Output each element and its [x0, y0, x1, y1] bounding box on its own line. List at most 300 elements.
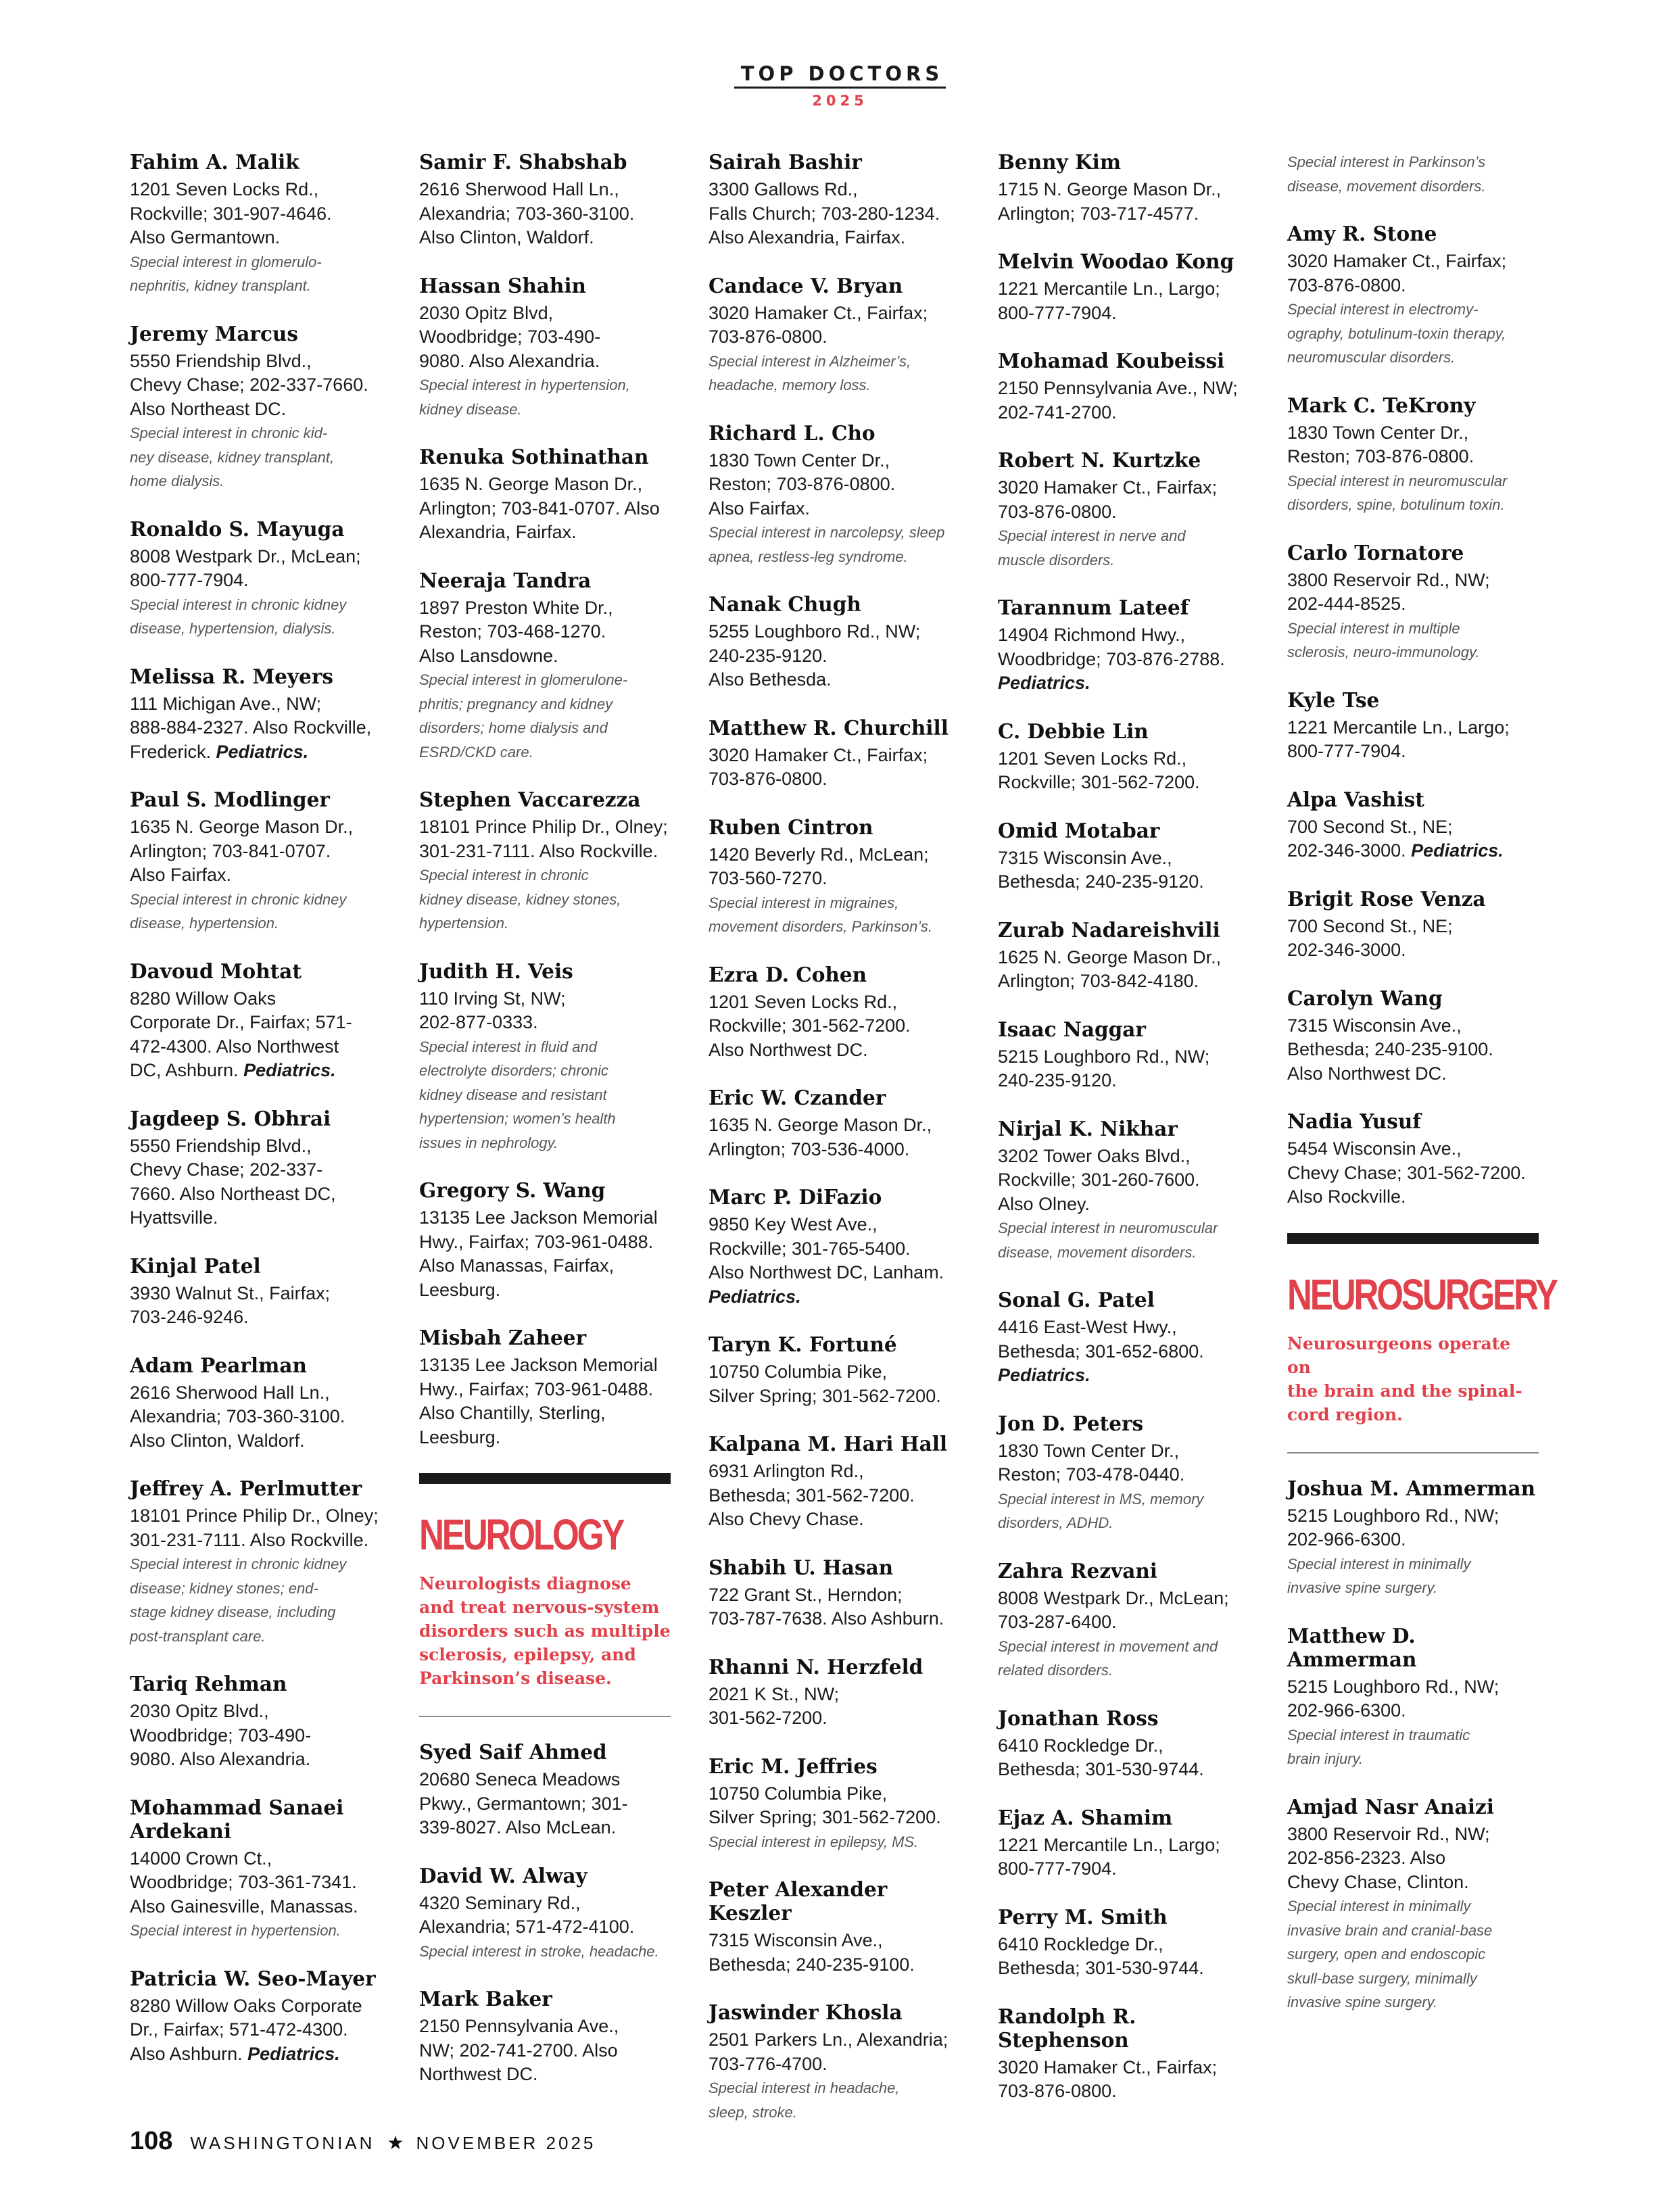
doctor-entry — [998, 249, 1249, 325]
doctor-name: Neeraja Tandra — [419, 568, 592, 592]
doctor-address — [998, 1587, 1249, 1635]
address-line: Chevy Chase, Clinton. — [1287, 1871, 1469, 1892]
address-line: Bethesda; 240-235-9120. — [998, 871, 1204, 892]
note-line: invasive spine surgery. — [1287, 1579, 1438, 1596]
address-line: Falls Church; 703-280-1234. — [709, 203, 940, 224]
doctor-name: Mohamad Koubeissi — [998, 349, 1225, 372]
address-line: 240-235-9120. — [709, 645, 827, 666]
doctor-name: Jonathan Ross — [998, 1706, 1159, 1730]
special-interest-note — [998, 1487, 1249, 1535]
note-line: Special interest in fluid and — [419, 1038, 597, 1055]
address-line: Also Northwest DC. — [709, 1039, 868, 1060]
address-line: 1830 Town Center Dr., — [1287, 422, 1469, 443]
address-line: Chevy Chase; 202-337- — [130, 1159, 323, 1180]
address-line — [998, 1364, 1249, 1388]
magazine-name: WASHINGTONIAN — [190, 2133, 375, 2153]
doctor-entry — [130, 1796, 381, 1943]
address-line: 3020 Hamaker Ct., Fairfax; — [709, 302, 928, 323]
section-description — [1287, 1332, 1539, 1426]
address-line: 6410 Rockledge Dr., — [998, 1735, 1163, 1756]
special-interest-note — [998, 524, 1249, 572]
doctor-address — [709, 1213, 960, 1309]
doctor-entry — [1287, 1109, 1539, 1209]
doctor-address — [709, 1113, 960, 1161]
note-line: Special interest in stroke, headache. — [419, 1942, 659, 1960]
address-line: 703-876-0800. — [709, 769, 827, 789]
address-line — [1287, 839, 1539, 863]
doctor-entry — [419, 569, 671, 765]
specialty-section — [419, 1473, 671, 1717]
address-line: Also Fairfax. — [130, 865, 232, 885]
doctor-name: Ronaldo S. Mayuga — [130, 516, 345, 541]
note-line: Special interest in chronic kidney — [130, 596, 347, 613]
doctor-name: Eric W. Czander — [709, 1086, 886, 1109]
address-line: 888-884-2327. Also Rockville, — [130, 717, 372, 738]
note-line: issues in nephrology. — [419, 1134, 558, 1151]
doctor-address — [709, 1460, 960, 1532]
section-description — [419, 1572, 671, 1690]
note-line: Special interest in MS, memory — [998, 1490, 1204, 1508]
doctor-address — [1287, 569, 1539, 617]
doctor-entry — [130, 959, 381, 1083]
note-line: neuromuscular disorders. — [1287, 349, 1456, 366]
note-line: Special interest in epilepsy, MS. — [709, 1833, 919, 1850]
doctor-address — [419, 2015, 671, 2087]
doctor-address — [709, 1360, 960, 1408]
pediatrics-tag: Pediatrics. — [243, 1060, 336, 1080]
doctor-entry — [998, 596, 1249, 696]
address-line: Also Chevy Chase. — [709, 1509, 864, 1529]
doctor-entry — [1287, 986, 1539, 1086]
note-line: Special interest in narcolepsy, sleep — [709, 524, 945, 541]
address-line: 6410 Rockledge Dr., — [998, 1933, 1163, 1954]
note-line: Special interest in headache, — [709, 2079, 900, 2096]
doctor-entry — [130, 1476, 381, 1648]
doctor-entry — [419, 1178, 671, 1302]
doctor-name: Amjad Nasr Anaizi — [1287, 1794, 1494, 1819]
doctor-address — [709, 178, 960, 250]
special-interest-note — [419, 1035, 671, 1155]
address-line: 1201 Seven Locks Rd., — [998, 748, 1187, 769]
address-line: 3020 Hamaker Ct., Fairfax; — [709, 744, 928, 765]
address-line: 10750 Columbia Pike, — [709, 1783, 888, 1804]
doctor-entry — [709, 1332, 960, 1408]
doctor-address — [419, 178, 671, 250]
address-text: Also Ashburn. — [130, 2043, 248, 2064]
address-line: 2150 Pennsylvania Ave., NW; — [998, 378, 1238, 398]
doctor-entry — [419, 150, 671, 250]
section-title: NEUROSURGERY — [1287, 1270, 1556, 1319]
special-interest-note — [1287, 617, 1539, 665]
address-line: Hyattsville. — [130, 1207, 218, 1228]
address-line: Rockville; 301-765-5400. — [709, 1238, 911, 1259]
doctor-entry — [998, 1706, 1249, 1782]
header-title: TOP DOCTORS — [734, 62, 946, 89]
address-line: 5215 Loughboro Rd., NW; — [1287, 1505, 1499, 1526]
special-interest-note — [1287, 297, 1539, 370]
section-description-line: the brain and the spinal- — [1287, 1380, 1522, 1401]
doctor-address — [709, 843, 960, 891]
address-line: Bethesda; 301-530-9744. — [998, 1759, 1204, 1779]
address-text: DC, Ashburn. — [130, 1060, 244, 1080]
doctor-name: Renuka Sothinathan — [419, 445, 649, 468]
address-text: 202-346-3000. — [1287, 840, 1412, 861]
note-line: apnea, restless-leg syndrome. — [709, 548, 908, 565]
note-line: Special interest in traumatic — [1287, 1726, 1470, 1744]
address-line: Arlington; 703-841-0707. — [130, 840, 331, 861]
doctor-address — [998, 1316, 1249, 1388]
note-line: post-transplant care. — [130, 1627, 266, 1645]
doctor-entry — [709, 592, 960, 692]
note-line: disease, movement disorders. — [1287, 177, 1486, 195]
doctor-name: Melissa R. Meyers — [130, 664, 333, 688]
doctor-address — [130, 350, 381, 422]
doctor-name: Nanak Chugh — [709, 592, 861, 616]
address-line: 5550 Friendship Blvd., — [130, 350, 312, 371]
note-line: Special interest in hypertension, — [419, 377, 630, 393]
address-line: 8280 Willow Oaks Corporate — [130, 1995, 362, 2016]
doctor-entry — [709, 1432, 960, 1532]
address-line: 800-777-7904. — [998, 302, 1117, 323]
address-line: 800-777-7904. — [1287, 741, 1406, 761]
doctor-entry — [709, 1185, 960, 1309]
address-line: Alexandria; 703-360-3100. — [130, 1406, 345, 1426]
address-line: 3020 Hamaker Ct., Fairfax; — [1287, 251, 1507, 271]
address-line: 5215 Loughboro Rd., NW; — [1287, 1676, 1499, 1697]
doctor-name: Misbah Zaheer — [419, 1326, 587, 1349]
doctor-name: Matthew D. Ammerman — [1287, 1623, 1417, 1671]
address-line: Also Gainesville, Manassas. — [130, 1896, 358, 1917]
doctor-name: Hassan Shahin — [419, 273, 587, 297]
column-4 — [998, 150, 1249, 2127]
special-interest-note — [1287, 469, 1539, 517]
note-line: Special interest in minimally — [1287, 1898, 1471, 1915]
address-line: Alexandria; 571-472-4100. — [419, 1917, 635, 1937]
doctor-entry — [998, 1806, 1249, 1881]
doctor-entry — [709, 815, 960, 939]
doctor-name: Nadia Yusuf — [1287, 1109, 1421, 1133]
address-line: Also Fairfax. — [709, 498, 811, 519]
doctor-address — [998, 1045, 1249, 1093]
note-line: Special interest in minimally — [1287, 1555, 1471, 1572]
address-line: 2030 Opitz Blvd., — [130, 1701, 269, 1721]
address-line: 1830 Town Center Dr., — [709, 450, 890, 471]
doctor-name: Carlo Tornatore — [1287, 540, 1464, 564]
address-line: 3800 Reservoir Rd., NW; — [1287, 1823, 1490, 1844]
doctor-entry — [709, 2000, 960, 2124]
doctor-entry — [709, 274, 960, 398]
section-title: NEUROLOGY — [419, 1510, 623, 1559]
doctor-name: Randolph R. Stephenson — [998, 2004, 1136, 2052]
doctor-address — [709, 1683, 960, 1731]
note-line: movement disorders, Parkinson’s. — [709, 918, 932, 935]
address-line: Corporate Dr., Fairfax; 571- — [130, 1012, 352, 1032]
address-line — [709, 1285, 960, 1309]
page-footer — [130, 2127, 596, 2156]
note-line: Special interest in chronic kidney — [130, 890, 347, 908]
note-line: ESRD/CKD care. — [419, 743, 533, 761]
address-line: Alexandria; 703-360-3100. — [419, 203, 635, 224]
doctor-name: Peter Alexander Keszler — [709, 1877, 888, 1925]
doctor-entry — [130, 517, 381, 641]
address-line: Also Bethesda. — [709, 669, 832, 690]
note-line: kidney disease. — [419, 400, 522, 418]
special-interest-note — [1287, 1723, 1539, 1771]
doctor-address — [998, 1734, 1249, 1782]
doctor-entry — [998, 1905, 1249, 1981]
address-line: Silver Spring; 301-562-7200. — [709, 1807, 941, 1827]
doctor-name: Robert N. Kurtzke — [998, 448, 1201, 472]
doctor-address — [130, 1700, 381, 1772]
special-interest-note — [419, 863, 671, 936]
address-line: Also Manassas, Fairfax, — [419, 1255, 615, 1276]
doctor-address — [1287, 1014, 1539, 1086]
doctor-name: Davoud Mohtat — [130, 959, 302, 983]
address-line: 8280 Willow Oaks — [130, 988, 277, 1009]
address-line: 4416 East-West Hwy., — [998, 1317, 1177, 1337]
doctor-entry — [998, 1288, 1249, 1388]
doctor-entry — [419, 1864, 671, 1964]
doctor-name: Nirjal K. Nikhar — [998, 1116, 1178, 1140]
doctor-name: Mohammad Sanaei Ardekani — [130, 1795, 344, 1843]
doctor-address — [419, 1206, 671, 1302]
address-line: 703-876-0800. — [709, 327, 827, 347]
address-line: 1221 Mercantile Ln., Largo; — [1287, 717, 1510, 738]
doctor-entry — [419, 1326, 671, 1449]
address-line: Also Rockville. — [1287, 1186, 1406, 1207]
address-line: Hwy., Fairfax; 703-961-0488. — [419, 1378, 654, 1399]
address-line: 703-876-0800. — [998, 501, 1117, 522]
note-line: Special interest in glomerulone- — [419, 671, 628, 688]
note-line: phritis; pregnancy and kidney — [419, 695, 613, 713]
address-line: Also Northwest DC. — [1287, 1063, 1447, 1084]
address-line: 1625 N. George Mason Dr., — [998, 946, 1222, 967]
doctor-name: Perry M. Smith — [998, 1904, 1168, 1929]
address-line: 9080. Also Alexandria. — [419, 350, 600, 371]
doctor-address — [419, 302, 671, 374]
address-line: Arlington; 703-536-4000. — [709, 1138, 910, 1159]
address-line: Hwy., Fairfax; 703-961-0488. — [419, 1231, 654, 1252]
pediatrics-tag: Pediatrics. — [247, 2043, 340, 2064]
doctor-address — [419, 1768, 671, 1840]
address-line: Alexandria, Fairfax. — [419, 522, 577, 542]
address-line: Also Alexandria, Fairfax. — [709, 227, 906, 247]
pediatrics-tag: Pediatrics. — [998, 673, 1090, 693]
doctor-address — [998, 377, 1249, 425]
note-line: Special interest in multiple — [1287, 619, 1460, 637]
address-line: 7315 Wisconsin Ave., — [998, 847, 1172, 868]
address-line: 9080. Also Alexandria. — [130, 1749, 311, 1769]
note-line: Special interest in Parkinson’s — [1287, 153, 1486, 170]
address-line: 800-777-7904. — [998, 1858, 1117, 1879]
note-line: Special interest in chronic kidney — [130, 1556, 347, 1572]
pediatrics-tag: Pediatrics. — [216, 741, 309, 762]
note-line: Special interest in Alzheimer’s, — [709, 352, 911, 370]
address-line: 2021 K St., NW; — [709, 1683, 840, 1704]
address-line — [130, 1059, 381, 1083]
doctor-address — [998, 1439, 1249, 1487]
doctor-address — [709, 1583, 960, 1631]
doctor-address — [419, 815, 671, 863]
address-line: NW; 202-741-2700. Also — [419, 2040, 618, 2061]
doctor-address — [1287, 1675, 1539, 1723]
special-interest-note — [709, 350, 960, 398]
address-line: Woodbridge; 703-490- — [419, 327, 601, 347]
doctor-name: Eric M. Jeffries — [709, 1754, 878, 1778]
address-line: 1221 Mercantile Ln., Largo; — [998, 279, 1220, 299]
doctor-name: Tariq Rehman — [130, 1672, 287, 1696]
address-line: 202-856-2323. Also — [1287, 1848, 1446, 1868]
special-interest-note — [130, 421, 381, 494]
doctor-name: Mark C. TeKrony — [1287, 393, 1476, 417]
doctor-address — [130, 1847, 381, 1919]
address-line: 800-777-7904. — [130, 570, 249, 590]
doctor-address — [130, 1134, 381, 1230]
doctor-name: Matthew R. Churchill — [709, 715, 949, 740]
doctor-address — [998, 747, 1249, 795]
note-line: surgery, open and endoscopic — [1287, 1946, 1486, 1963]
address-line — [130, 740, 381, 765]
special-interest-note — [419, 373, 671, 421]
note-line: Special interest in nerve and — [998, 527, 1186, 544]
note-line: ney disease, kidney transplant, — [130, 448, 335, 466]
doctor-name: Jagdeep S. Obhrai — [130, 1106, 331, 1130]
address-line: 5255 Loughboro Rd., NW; — [709, 621, 921, 642]
address-line: 8008 Westpark Dr., McLean; — [998, 1587, 1229, 1608]
address-line: Arlington; 703-842-4180. — [998, 971, 1199, 991]
doctor-address — [998, 178, 1249, 226]
address-line: Chevy Chase; 301-562-7200. — [1287, 1162, 1526, 1183]
note-line: muscle disorders. — [998, 551, 1115, 569]
doctor-entry — [998, 918, 1249, 994]
address-line: 14000 Crown Ct., — [130, 1848, 272, 1869]
column-1 — [130, 150, 381, 2090]
doctor-entry — [709, 1655, 960, 1731]
address-line: Reston; 703-876-0800. — [1287, 446, 1474, 466]
doctor-name: Taryn K. Fortuné — [709, 1332, 897, 1356]
address-line: 13135 Lee Jackson Memorial — [419, 1355, 658, 1375]
doctor-name: Patricia W. Seo-Mayer — [130, 1966, 376, 1990]
page-header — [0, 62, 1680, 109]
doctor-address — [998, 2056, 1249, 2104]
doctor-address — [419, 1892, 671, 1940]
doctor-entry — [998, 1559, 1249, 1683]
address-line: 700 Second St., NE; — [1287, 915, 1453, 936]
note-line: kidney disease and resistant — [419, 1086, 607, 1103]
column-5 — [1287, 150, 1556, 2038]
address-line: 1221 Mercantile Ln., Largo; — [998, 1834, 1220, 1855]
doctor-entry — [1287, 788, 1539, 863]
address-line: 9850 Key West Ave., — [709, 1214, 878, 1234]
special-interest-note — [709, 521, 960, 569]
address-line: 13135 Lee Jackson Memorial — [419, 1207, 658, 1228]
note-line: hypertension; women’s health — [419, 1110, 616, 1127]
note-line: hypertension. — [419, 915, 509, 932]
special-interest-note — [709, 2076, 960, 2124]
continued-note — [1287, 150, 1539, 198]
address-line: 7315 Wisconsin Ave., — [709, 1930, 883, 1950]
note-line: sclerosis, neuro-immunology. — [1287, 644, 1480, 660]
address-line: 7315 Wisconsin Ave., — [1287, 1015, 1462, 1036]
note-line: Special interest in glomerulo- — [130, 253, 322, 270]
pediatrics-tag: Pediatrics. — [1411, 840, 1504, 861]
address-line: Bethesda; 301-530-9744. — [998, 1958, 1204, 1978]
pediatrics-tag: Pediatrics. — [709, 1286, 801, 1307]
special-interest-note — [709, 1830, 960, 1854]
doctor-name: Brigit Rose Venza — [1287, 886, 1486, 911]
doctor-entry — [709, 1086, 960, 1161]
doctor-name: Zahra Rezvani — [998, 1558, 1157, 1583]
doctor-name: Benny Kim — [998, 150, 1122, 174]
note-line: Special interest in electromy- — [1287, 301, 1479, 318]
doctor-name: Joshua M. Ammerman — [1287, 1476, 1536, 1500]
doctor-address — [709, 2028, 960, 2076]
doctor-name: Sonal G. Patel — [998, 1288, 1155, 1312]
note-line: nephritis, kidney transplant. — [130, 277, 311, 294]
doctor-entry — [419, 788, 671, 936]
address-line: Northwest DC. — [419, 2064, 538, 2084]
specialty-section — [1287, 1233, 1556, 1453]
address-line: Bethesda; 240-235-9100. — [1287, 1039, 1493, 1059]
note-line: stage kidney disease, including — [130, 1604, 336, 1620]
doctor-address — [998, 1933, 1249, 1981]
address-line: Silver Spring; 301-562-7200. — [709, 1385, 941, 1406]
address-line — [130, 2042, 381, 2067]
doctor-entry — [1287, 1795, 1539, 2015]
address-line: 3800 Reservoir Rd., NW; — [1287, 569, 1490, 590]
doctor-name: Shabih U. Hasan — [709, 1555, 894, 1579]
doctor-name: Richard L. Cho — [709, 420, 875, 445]
special-interest-note — [1287, 1894, 1539, 2015]
address-line: Woodbridge; 703-361-7341. — [130, 1872, 357, 1892]
note-line: Special interest in migraines, — [709, 894, 899, 911]
doctor-entry — [130, 1254, 381, 1330]
address-line: 2501 Parkers Ln., Alexandria; — [709, 2029, 949, 2050]
address-line: 3300 Gallows Rd., — [709, 179, 858, 199]
doctor-entry — [998, 1117, 1249, 1265]
address-line: Rockville; 301-260-7600. — [998, 1170, 1200, 1190]
doctor-name: Kyle Tse — [1287, 688, 1380, 712]
doctor-name: Ezra D. Cohen — [709, 962, 867, 986]
address-line: 3020 Hamaker Ct., Fairfax; — [998, 2057, 1218, 2077]
address-line: 1635 N. George Mason Dr., — [419, 474, 643, 494]
address-line: 703-787-7638. Also Ashburn. — [709, 1608, 944, 1629]
address-line: 2616 Sherwood Hall Ln., — [419, 179, 619, 199]
page-number: 108 — [130, 2127, 173, 2155]
address-line: 14904 Richmond Hwy., — [998, 625, 1186, 645]
address-line: Dr., Fairfax; 571-472-4300. — [130, 2019, 348, 2040]
doctor-name: Syed Saif Ahmed — [419, 1740, 607, 1764]
doctor-name: Samir F. Shabshab — [419, 150, 627, 174]
address-text: Frederick. — [130, 741, 216, 762]
address-line: 7660. Also Northeast DC, — [130, 1183, 336, 1204]
address-line: 1715 N. George Mason Dr., — [998, 179, 1222, 199]
address-line: 18101 Prince Philip Dr., Olney; — [419, 817, 668, 837]
address-line: 1201 Seven Locks Rd., — [130, 179, 319, 199]
doctor-address — [1287, 249, 1539, 297]
doctor-address — [130, 692, 381, 765]
doctor-entry — [1287, 1476, 1539, 1600]
doctor-entry — [998, 719, 1249, 795]
address-line: 301-231-7111. Also Rockville. — [419, 840, 658, 861]
address-line: Bethesda; 301-562-7200. — [709, 1485, 915, 1506]
address-line: 8008 Westpark Dr., McLean; — [130, 546, 361, 567]
doctor-address — [998, 623, 1249, 696]
doctor-address — [998, 946, 1249, 994]
doctor-address — [1287, 1504, 1539, 1552]
doctor-entry — [1287, 222, 1539, 370]
address-line: Also Northwest DC, Lanham. — [709, 1262, 944, 1282]
